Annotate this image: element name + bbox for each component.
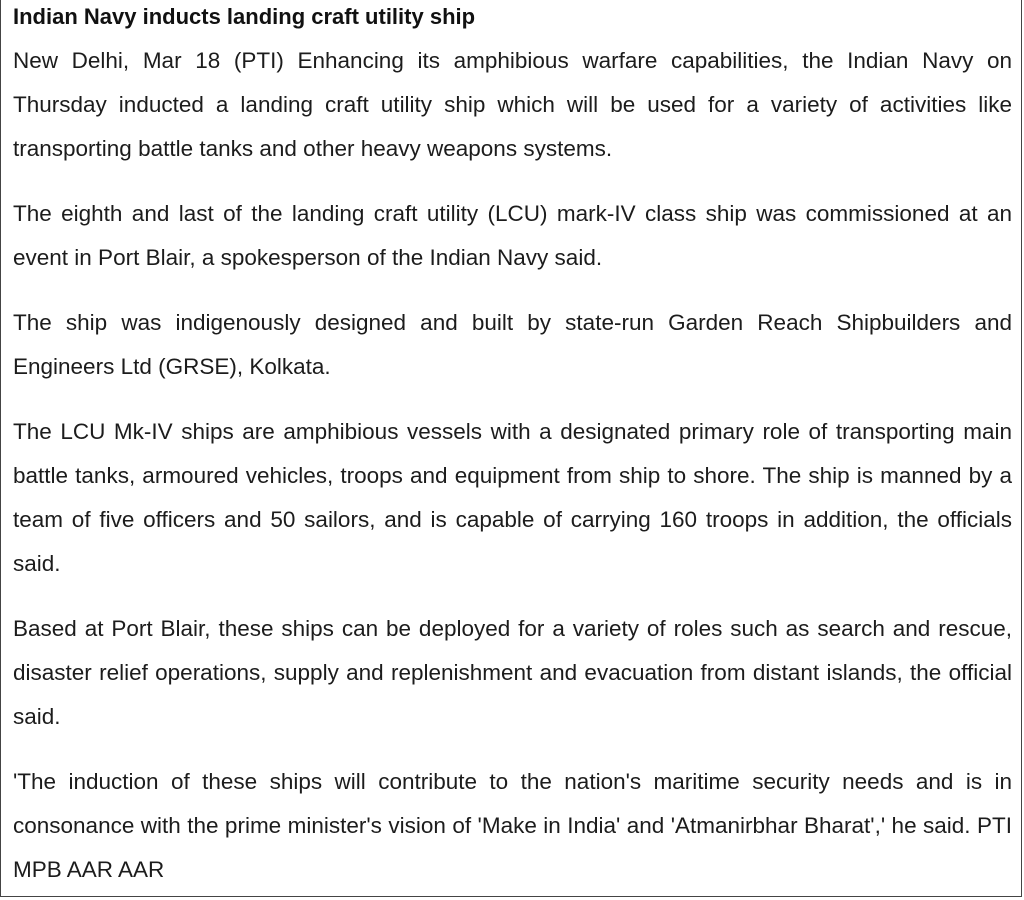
article-headline: Indian Navy inducts landing craft utility ship [13,4,476,29]
article-paragraph-1: New Delhi, Mar 18 (PTI) Enhancing its amphibious warfare capabilities, the Indian Navy on Thursday inducted a landing craft utility ship which will be used for a variety of activities like transporting battle tanks and other heavy weapons systems. [13,48,1012,161]
article-paragraph-3: The ship was indigenously designed and built by state-run Garden Reach Shipbuilders and Engineers Ltd (GRSE), Kolkata. [13,310,1012,379]
article-paragraph-2: The eighth and last of the landing craft utility (LCU) mark-IV class ship was commissioned at an event in Port Blair, a spokesperson of the Indian Navy said. [13,201,1012,270]
article-paragraph-4: The LCU Mk-IV ships are amphibious vessels with a designated primary role of transporting main battle tanks, armoured vehicles, troops and equipment from ship to shore. The ship is manned by a team of five officers and 50 sailors, and is capable of carrying 160 troops in addition, the officials said. [13,419,1012,576]
article-paragraph-6: 'The induction of these ships will contribute to the nation's maritime security needs and is in consonance with the prime minister's vision of 'Make in India' and 'Atmanirbhar Bharat',' he said. PTI MPB AAR AAR [13,769,1012,882]
news-article [13,0,1012,892]
article-paragraph-5: Based at Port Blair, these ships can be deployed for a variety of roles such as search and rescue, disaster relief operations, supply and replenishment and evacuation from distant islands, the official said. [13,616,1012,729]
